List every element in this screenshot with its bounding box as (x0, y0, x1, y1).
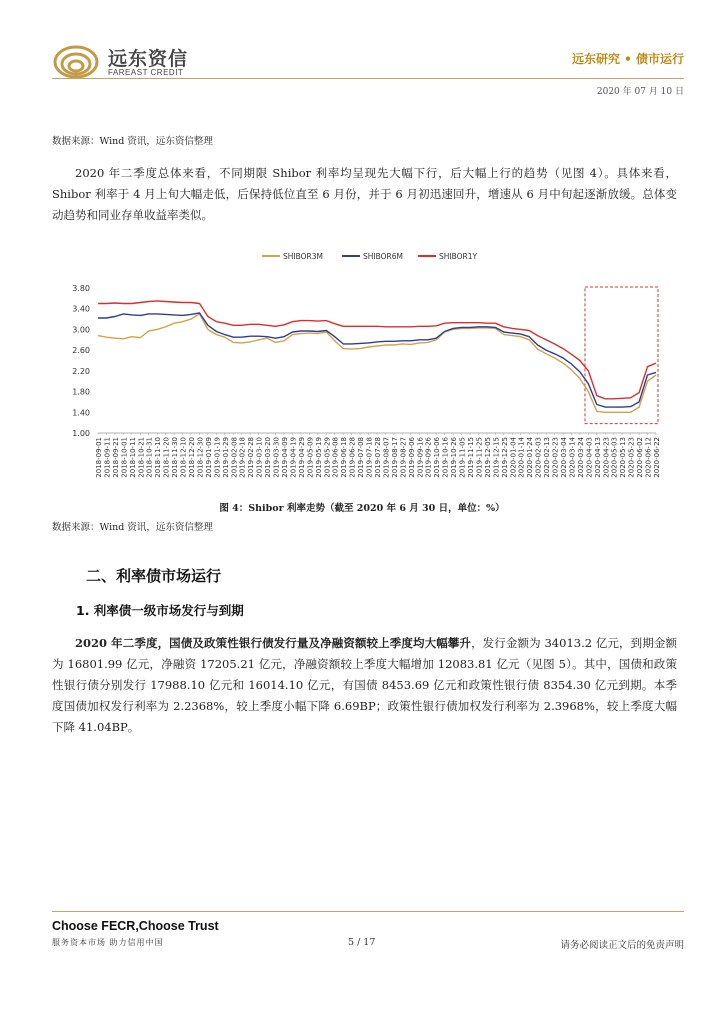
x-tick-label: 2019-06-18 (340, 437, 349, 478)
x-tick-label: 2019-12-05 (483, 437, 492, 478)
x-tick-label: 2019-09-26 (424, 437, 433, 478)
x-tick-label: 2020-02-03 (534, 437, 543, 478)
x-tick-label: 2019-10-06 (433, 437, 442, 478)
x-tick-label: 2019-03-20 (264, 437, 273, 478)
shibor-line-chart (52, 242, 672, 494)
x-tick-label: 2020-04-03 (585, 437, 594, 478)
series-line-shibor3m (98, 314, 656, 412)
x-tick-label: 2019-02-18 (238, 437, 247, 478)
x-tick-label: 2019-08-07 (382, 437, 391, 478)
x-tick-label: 2018-10-21 (137, 437, 146, 478)
x-tick-label: 2020-06-02 (636, 437, 645, 478)
x-tick-label: 2018-09-21 (111, 437, 120, 478)
y-tick-label: 3.00 (72, 325, 90, 335)
x-tick-label: 2019-11-15 (467, 437, 475, 478)
brand-name-cn: 远东资信 (108, 48, 189, 70)
x-tick-label: 2020-06-12 (644, 437, 653, 478)
x-tick-label: 2018-11-30 (171, 437, 180, 478)
x-tick-label: 2018-09-01 (95, 437, 103, 478)
x-tick-label: 2020-05-13 (619, 437, 628, 478)
footer-slogan: Choose FECR,Choose Trust (52, 919, 219, 933)
footer-divider (52, 911, 684, 912)
legend-label: SHIBOR6M (363, 252, 403, 261)
x-tick-label: 2018-12-30 (196, 437, 205, 478)
x-tick-label: 2019-04-09 (281, 437, 289, 478)
y-tick-label: 3.80 (72, 284, 90, 293)
paragraph-issuance-lead: 2020 年二季度，国债及政策性银行债发行量及净融资额较上季度均大幅攀升 (75, 636, 472, 650)
x-tick-label: 2018-10-11 (128, 437, 137, 478)
x-tick-label: 2020-05-03 (610, 437, 619, 478)
x-tick-label: 2019-02-08 (230, 437, 239, 478)
x-tick-label: 2018-10-31 (145, 437, 154, 478)
x-tick-label: 2019-05-19 (314, 437, 323, 478)
x-tick-label: 2019-03-10 (255, 437, 264, 478)
legend-label: SHIBOR3M (283, 252, 323, 261)
section-title: 二、利率债市场运行 (86, 567, 222, 585)
x-tick-label: 2019-12-25 (500, 437, 509, 478)
brand-name-en: FAREAST CREDIT (108, 68, 184, 77)
x-tick-label: 2019-08-17 (390, 437, 399, 478)
legend-label: SHIBOR1Y (439, 252, 478, 261)
x-tick-label: 2019-05-29 (323, 437, 332, 478)
paragraph-issuance-body: ，发行金额为 34013.2 亿元，到期金额为 16801.99 亿元，净融资 17205.21 亿元，净融资额较上季度大幅增加 12083.81 亿元（见图 5）。其中，国债和政策性银行债分别发行 17988.10 亿元和 16014.10 亿元，有国债 8453.69 亿元和政策性银行债 8354.30 亿元到期。本季度国债加权发行利率为 2.2368%，较上季度小幅下降 6.69BP；政策性银行债加权发行利率为 2.3968%，较上季度大幅下降 41.04BP。 (52, 636, 677, 734)
x-tick-label: 2020-01-04 (509, 437, 518, 478)
paragraph-issuance (52, 633, 677, 738)
page-number: 5 / 17 (348, 937, 376, 948)
x-tick-label: 2020-06-22 (653, 437, 661, 478)
x-tick-label: 2019-07-18 (365, 437, 374, 478)
x-tick-label: 2020-03-14 (568, 437, 577, 478)
x-tick-label: 2019-10-16 (441, 437, 450, 478)
x-tick-label: 2020-01-24 (526, 437, 535, 478)
paragraph-shibor-summary: 2020 年二季度总体来看，不同期限 Shibor 利率均呈现先大幅下行，后大幅上行的趋势（见图 4）。具体来看，Shibor 利率于 4 月上旬大幅走低，后保持低位直至 6 月份，并于 6 月初迅速回升，增速从 6 月中旬起逐渐放缓。总体变动趋势和同业存单收益率类似。 (52, 166, 677, 222)
figure-caption: 图 4：Shibor 利率走势（截至 2020 年 6 月 30 日，单位：%） (219, 503, 505, 514)
x-tick-label: 2019-01-09 (204, 437, 213, 478)
x-tick-label: 2019-11-25 (475, 437, 484, 478)
header-section-label: 远东研究 • 债市运行 (571, 52, 684, 66)
x-tick-label: 2019-03-30 (272, 437, 281, 478)
series-line-shibor6m (98, 313, 656, 407)
x-tick-label: 2020-05-23 (627, 437, 636, 478)
x-tick-label: 2020-02-13 (543, 437, 552, 478)
x-tick-label: 2019-12-15 (492, 437, 501, 478)
footer-subslogan: 服务资本市场 助力信用中国 (52, 938, 164, 947)
x-tick-label: 2019-09-16 (416, 437, 425, 478)
x-tick-label: 2019-09-06 (407, 437, 416, 478)
x-tick-label: 2020-03-04 (560, 437, 568, 478)
x-tick-label: 2020-04-13 (593, 437, 602, 478)
x-tick-label: 2019-06-28 (348, 437, 357, 478)
x-tick-label: 2019-08-27 (399, 437, 408, 478)
x-tick-label: 2019-05-09 (306, 437, 315, 478)
x-tick-label: 2019-07-28 (374, 437, 382, 478)
x-tick-label: 2019-11-05 (458, 437, 467, 478)
header-divider (52, 78, 684, 79)
x-tick-label: 2020-04-23 (602, 437, 611, 478)
x-tick-label: 2019-04-29 (297, 437, 306, 478)
y-tick-label: 1.00 (72, 429, 90, 438)
y-tick-label: 1.40 (72, 408, 90, 418)
x-tick-label: 2019-04-19 (289, 437, 298, 478)
y-tick-label: 1.80 (72, 387, 90, 397)
data-source-note: 数据来源：Wind 资讯，远东资信整理 (52, 136, 213, 147)
subsection-title: 1. 利率债一级市场发行与到期 (76, 603, 244, 618)
x-tick-label: 2018-10-01 (120, 437, 129, 478)
y-tick-label: 2.20 (72, 366, 90, 376)
x-tick-label: 2018-12-10 (179, 437, 188, 478)
footer-disclaimer: 请务必阅读正文后的免责声明 (560, 940, 684, 951)
x-tick-label: 2019-02-28 (247, 437, 256, 478)
x-tick-label: 2019-06-08 (331, 437, 340, 478)
x-tick-label: 2019-01-19 (213, 437, 222, 478)
x-tick-label: 2020-02-23 (551, 436, 560, 478)
x-tick-label: 2018-11-20 (162, 437, 171, 478)
y-tick-label: 3.40 (72, 304, 90, 314)
x-tick-label: 2019-07-08 (357, 437, 366, 478)
x-tick-label: 2018-09-11 (103, 437, 112, 478)
chart-source-note: 数据来源：Wind 资讯，远东资信整理 (52, 522, 213, 533)
fareast-logo-icon (52, 40, 100, 80)
x-tick-label: 2019-10-26 (450, 437, 459, 478)
header-date: 2020 年 07 月 10 日 (596, 87, 684, 97)
x-tick-label: 2018-11-10 (154, 437, 163, 478)
x-tick-label: 2019-01-29 (221, 437, 230, 478)
x-tick-label: 2020-01-14 (517, 437, 526, 478)
y-tick-label: 2.60 (72, 346, 90, 356)
x-tick-label: 2020-03-24 (576, 437, 585, 478)
x-tick-label: 2018-12-20 (188, 437, 196, 478)
